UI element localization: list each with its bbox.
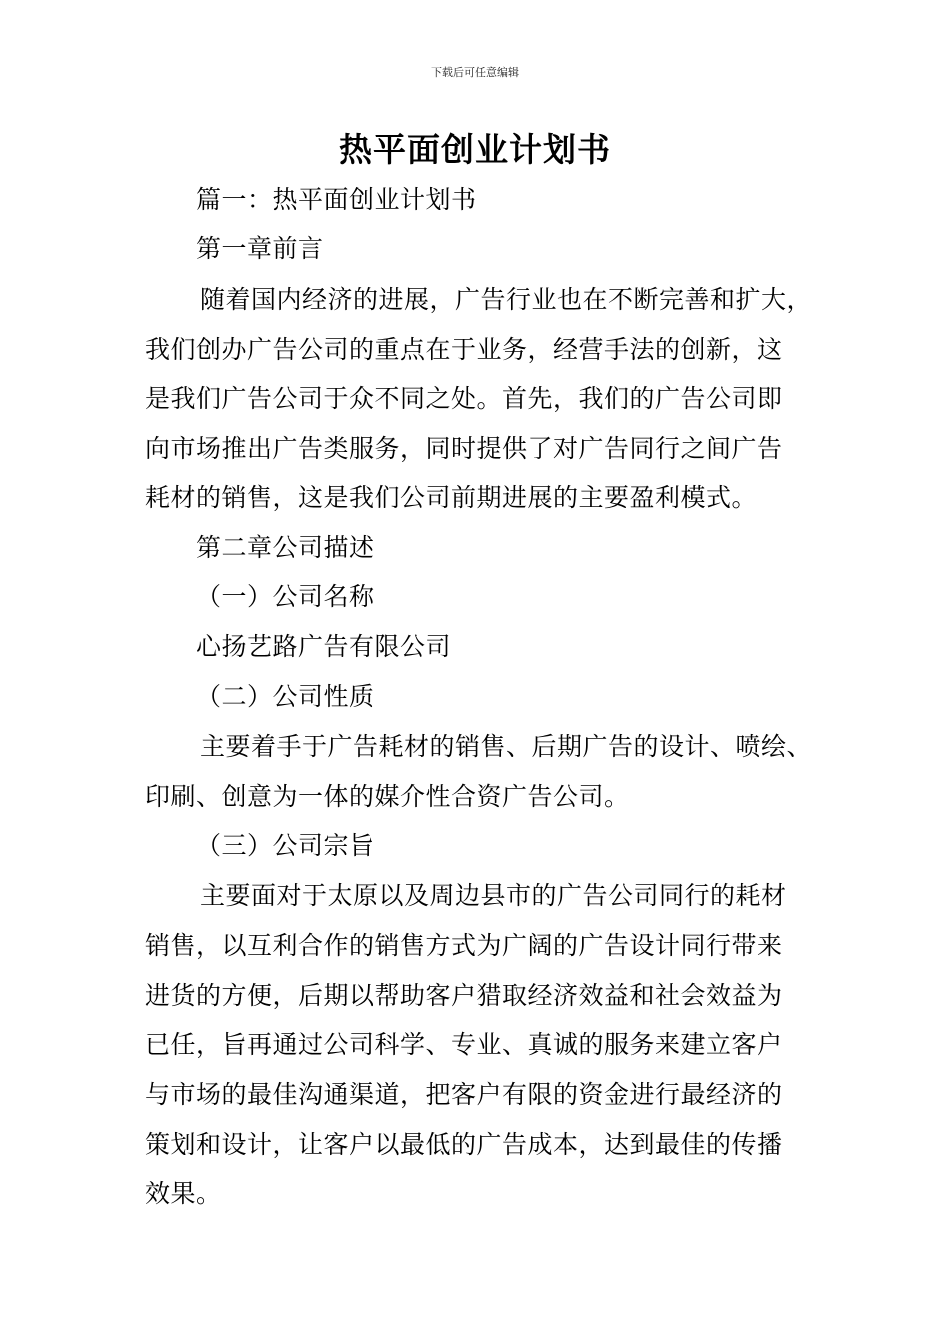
subsection-heading: （一）公司名称 [196,582,375,611]
section-heading: 篇一：热平面创业计划书 [196,185,477,214]
paragraph-line: 是我们广告公司于众不同之处。首先，我们的广告公司即 [145,384,783,413]
paragraph-line: 销售，以互利合作的销售方式为广阔的广告设计同行带来 [145,931,783,960]
paragraph-line: 主要着手于广告耗材的销售、后期广告的设计、喷绘、 [200,732,813,761]
paragraph-line: 耗材的销售，这是我们公司前期进展的主要盈利模式。 [145,483,758,512]
chapter-heading: 第二章公司描述 [196,533,375,562]
paragraph-line: 印刷、创意为一体的媒介性合资广告公司。 [145,782,630,811]
chapter-heading: 第一章前言 [196,234,324,263]
paragraph-line: 主要面对于太原以及周边县市的广告公司同行的耗材 [200,881,787,910]
paragraph-line: 向市场推出广告类服务，同时提供了对广告同行之间广告 [145,434,783,463]
header-note: 下载后可任意编辑 [431,66,519,79]
paragraph-line: 我们创办广告公司的重点在于业务，经营手法的创新，这 [145,335,783,364]
subsection-heading: （二）公司性质 [196,682,375,711]
paragraph-line: 进货的方便，后期以帮助客户猎取经济效益和社会效益为 [145,981,783,1010]
paragraph-line: 心扬艺路广告有限公司 [196,632,452,661]
document-title: 热平面创业计划书 [339,130,611,169]
paragraph-line: 策划和设计，让客户以最低的广告成本，达到最佳的传播 [145,1130,783,1159]
paragraph-line: 与市场的最佳沟通渠道，把客户有限的资金进行最经济的 [145,1080,783,1109]
paragraph-line: 随着国内经济的进展，广告行业也在不断完善和扩大， [200,285,813,314]
paragraph-line: 效果。 [145,1179,222,1208]
paragraph-line: 已任，旨再通过公司科学、专业、真诚的服务来建立客户 [145,1030,783,1059]
subsection-heading: （三）公司宗旨 [196,831,375,860]
